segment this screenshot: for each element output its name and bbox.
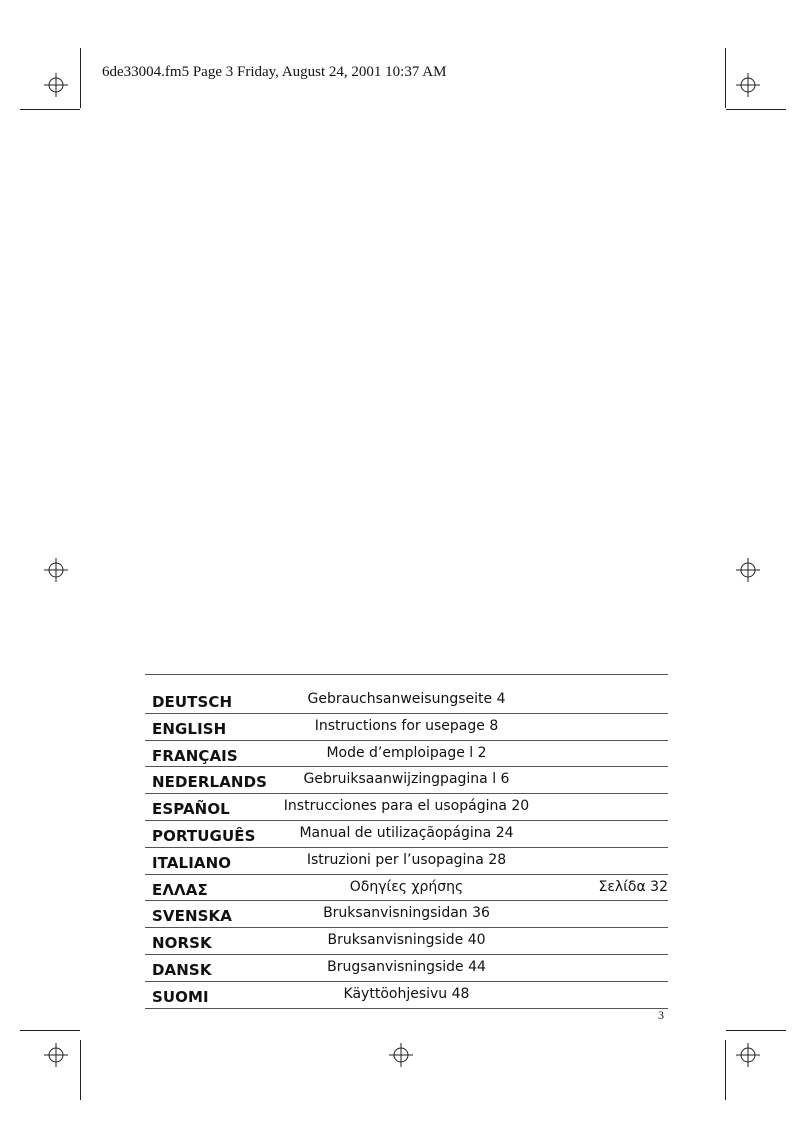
crosshair-circle-icon	[44, 1043, 68, 1067]
toc-row-portugues	[145, 821, 668, 848]
crosshair-circle-icon	[736, 558, 760, 582]
toc-row-norsk	[145, 928, 668, 955]
crosshair-circle-icon	[389, 1043, 413, 1067]
manual-title-with-page: Mode d’emploipage l 2	[326, 744, 487, 761]
crosshair-circle-icon	[736, 73, 760, 97]
toc-row-dansk	[145, 955, 668, 982]
crosshair-circle-icon	[44, 558, 68, 582]
toc-row-english	[145, 714, 668, 741]
language-label: PORTUGUÊS	[152, 826, 256, 845]
toc-row-espanol	[145, 794, 668, 821]
page-number: 3	[658, 1008, 664, 1022]
crop-mark-top-left-horizontal	[20, 109, 80, 110]
crop-mark-top-right-vertical	[725, 48, 726, 108]
manual-title-with-page: Käyttöohjesivu 48	[343, 985, 470, 1002]
crop-mark-bottom-left-horizontal	[20, 1030, 80, 1031]
toc-top-rule	[145, 674, 668, 675]
toc-row-greek	[145, 875, 668, 902]
language-label: ITALIANO	[152, 853, 232, 872]
manual-title-with-page: Bruksanvisningside 40	[327, 932, 486, 949]
crop-mark-bottom-right-vertical	[725, 1040, 726, 1100]
language-label: DANSK	[152, 960, 212, 979]
language-label: FRANÇAIS	[152, 746, 238, 765]
language-label: ENGLISH	[152, 719, 227, 738]
language-label: SUOMI	[152, 987, 209, 1006]
manual-title-with-page: Manual de utilizaçãopágina 24	[299, 824, 514, 841]
print-slug-header: 6de33004.fm5 Page 3 Friday, August 24, 2001 10:37 AM	[102, 64, 447, 80]
toc-row-svenska	[145, 901, 668, 928]
crop-mark-top-left-vertical	[80, 48, 81, 108]
manual-title-with-page: Bruksanvisningsidan 36	[323, 905, 490, 922]
language-label: ESPAÑOL	[152, 800, 230, 819]
manual-title: Οδηγίες χρήσης	[349, 878, 464, 895]
toc-row-italiano	[145, 848, 668, 875]
language-label: DEUTSCH	[152, 693, 233, 711]
page-reference: Σελίδα 32	[598, 878, 668, 895]
toc-row-francais	[145, 741, 668, 768]
language-label: ΕΛΛΑΣ	[152, 880, 208, 899]
manual-title-with-page: Gebruiksaanwijzingpagina l 6	[303, 771, 510, 788]
crosshair-circle-icon	[44, 73, 68, 97]
toc-row-nederlands	[145, 767, 668, 794]
language-label: NORSK	[152, 934, 212, 953]
manual-title-with-page: Instrucciones para el usopágina 20	[283, 798, 530, 815]
crop-mark-top-right-horizontal	[726, 109, 786, 110]
language-label: SVENSKA	[152, 907, 232, 926]
manual-title-with-page: Instructions for usepage 8	[314, 717, 499, 734]
manual-title-with-page: Gebrauchsanweisungseite 4	[307, 691, 506, 707]
manual-title-with-page: Istruzioni per l’usopagina 28	[306, 851, 507, 868]
crosshair-circle-icon	[736, 1043, 760, 1067]
toc-row-deutsch	[145, 687, 668, 714]
toc-row-suomi	[145, 982, 668, 1009]
language-table-of-contents	[145, 674, 668, 1009]
crop-mark-bottom-left-vertical	[80, 1040, 81, 1100]
language-label: NEDERLANDS	[152, 773, 268, 792]
manual-title-with-page: Brugsanvisningside 44	[327, 958, 486, 975]
crop-mark-bottom-right-horizontal	[726, 1030, 786, 1031]
